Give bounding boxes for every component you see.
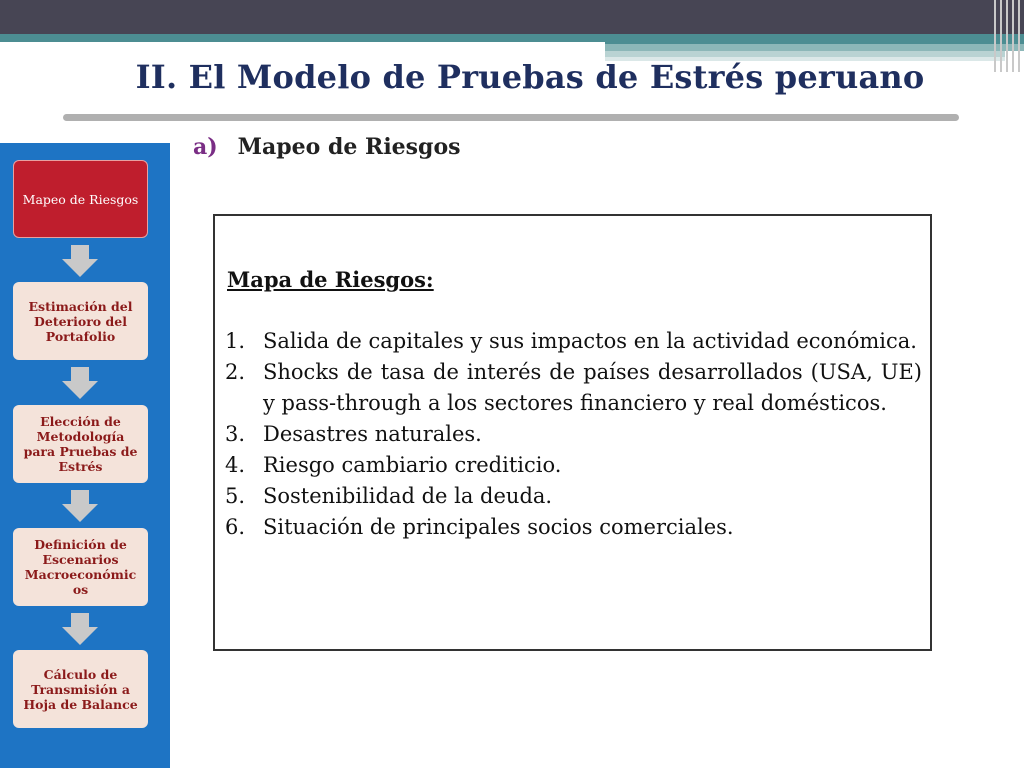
list-item-number: 1. — [225, 329, 246, 353]
process-sidebar — [0, 143, 170, 768]
list-item-number: 5. — [225, 484, 246, 508]
down-arrow-icon — [62, 613, 98, 645]
list-item — [225, 326, 922, 357]
down-arrow-icon — [62, 490, 98, 522]
step-calculo-transmision: Cálculo de Transmisión a Hoja de Balance — [13, 650, 148, 728]
page-title: II. El Modelo de Pruebas de Estrés peruano — [135, 58, 925, 96]
list-item-text: Sostenibilidad de la deuda. — [263, 484, 553, 508]
list-item — [225, 481, 922, 512]
list-item — [225, 419, 922, 450]
title-divider — [63, 114, 959, 121]
section-subheading — [193, 134, 461, 160]
step-eleccion-metodologia: Elección de Metodología para Pruebas de Estrés — [13, 405, 148, 483]
list-item — [225, 450, 922, 481]
risk-map-box — [213, 214, 932, 651]
risk-map-title: Mapa de Riesgos: — [227, 267, 434, 292]
list-item-text: Salida de capitales y sus impactos en la actividad económica. — [263, 329, 917, 353]
list-item-number: 6. — [225, 515, 246, 539]
list-item-number: 2. — [225, 360, 246, 384]
list-item — [225, 512, 922, 543]
step-definicion-escenarios: Definición de Escenarios Macroeconómic os — [13, 528, 148, 606]
risk-list — [225, 326, 922, 543]
list-item-text: Desastres naturales. — [263, 422, 482, 446]
down-arrow-icon — [62, 245, 98, 277]
subheading-letter: a) — [193, 134, 218, 160]
top-white-band — [0, 42, 605, 51]
down-arrow-icon — [62, 367, 98, 399]
list-item-text: Shocks de tasa de interés de países desarrollados (USA, UE) y pass-through a los sectores financiero y real domésticos. — [263, 360, 922, 415]
subheading-text: Mapeo de Riesgos — [237, 134, 461, 160]
step-estimacion-deterioro: Estimación del Deterioro del Portafolio — [13, 282, 148, 360]
top-banner — [0, 0, 1024, 34]
list-item-number: 4. — [225, 453, 246, 477]
list-item-number: 3. — [225, 422, 246, 446]
step-mapeo-de-riesgos: Mapeo de Riesgos — [13, 160, 148, 238]
list-item — [225, 357, 922, 419]
list-item-text: Situación de principales socios comerciales. — [263, 515, 734, 539]
list-item-text: Riesgo cambiario crediticio. — [263, 453, 562, 477]
